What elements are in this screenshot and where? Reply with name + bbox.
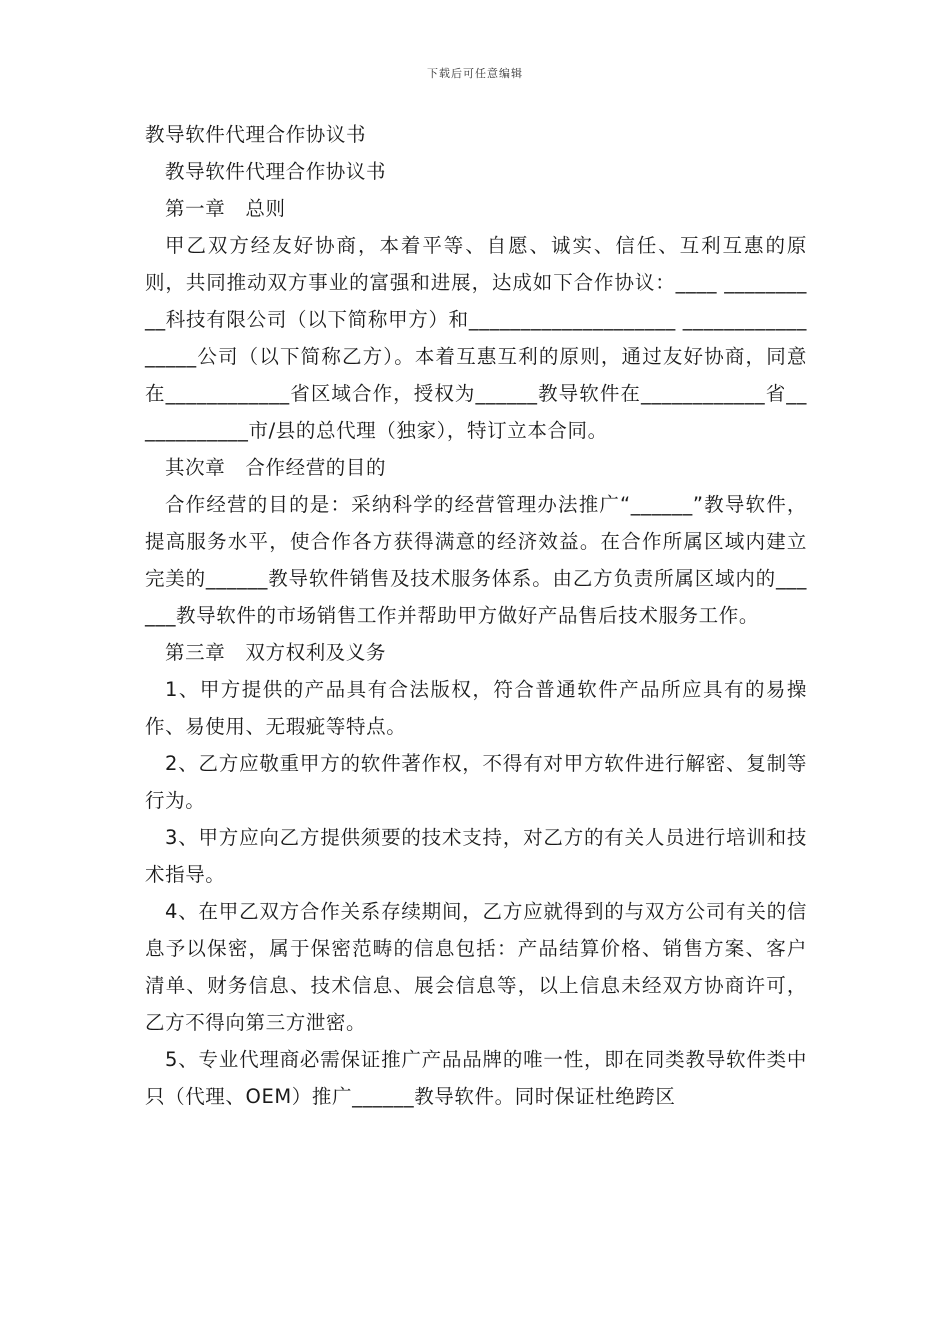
chapter1-paragraph: 甲乙双方经友好协商，本着平等、自愿、诚实、信任、互利互惠的原则，共同推动双方事业的富强和进展，达成如下合作协议：____ __________科技有限公司（以下简称甲方）和____________________ _________________公司（以下简称乙方）。本着互惠互利的原则，通过友好协商，同意在____________省区域合作，授权为______教导软件在____________省____________市/县的总代理（独家），特订立本合同。 [145,234,807,442]
document-subtitle: 教导软件代理合作协议书 [165,160,387,183]
chapter3-item: 5、专业代理商必需保证推广产品品牌的唯一性，即在同类教导软件类中只（代理、OEM）推广______教导软件。同时保证杜绝跨区 [145,1048,807,1108]
chapter3-item: 1、甲方提供的产品具有合法版权，符合普通软件产品所应具有的易操作、易使用、无瑕疵等特点。 [145,678,807,738]
chapter1-heading: 第一章 总则 [165,197,286,220]
document-title: 教导软件代理合作协议书 [145,123,367,146]
chapter3-heading: 第三章 双方权利及义务 [165,641,387,664]
chapter2-paragraph: 合作经营的目的是：采纳科学的经营管理办法推广“______”教导软件，提高服务水平，使合作各方获得满意的经济效益。在合作所属区域内建立完美的______教导软件销售及技术服务体系。由乙方负责所属区域内的______教导软件的市场销售工作并帮助甲方做好产品售后技术服务工作。 [145,493,807,627]
page-header: 下载后可任意编辑 [427,67,523,80]
chapter3-item: 2、乙方应敬重甲方的软件著作权，不得有对甲方软件进行解密、复制等行为。 [145,752,807,812]
chapter3-item: 3、甲方应向乙方提供须要的技术支持，对乙方的有关人员进行培训和技术指导。 [145,826,807,886]
document-body [145,116,807,1115]
chapter2-heading: 其次章 合作经营的目的 [165,456,387,479]
chapter3-item: 4、在甲乙双方合作关系存续期间，乙方应就得到的与双方公司有关的信息予以保密，属于保密范畴的信息包括：产品结算价格、销售方案、客户清单、财务信息、技术信息、展会信息等，以上信息未经双方协商许可，乙方不得向第三方泄密。 [145,900,807,1034]
